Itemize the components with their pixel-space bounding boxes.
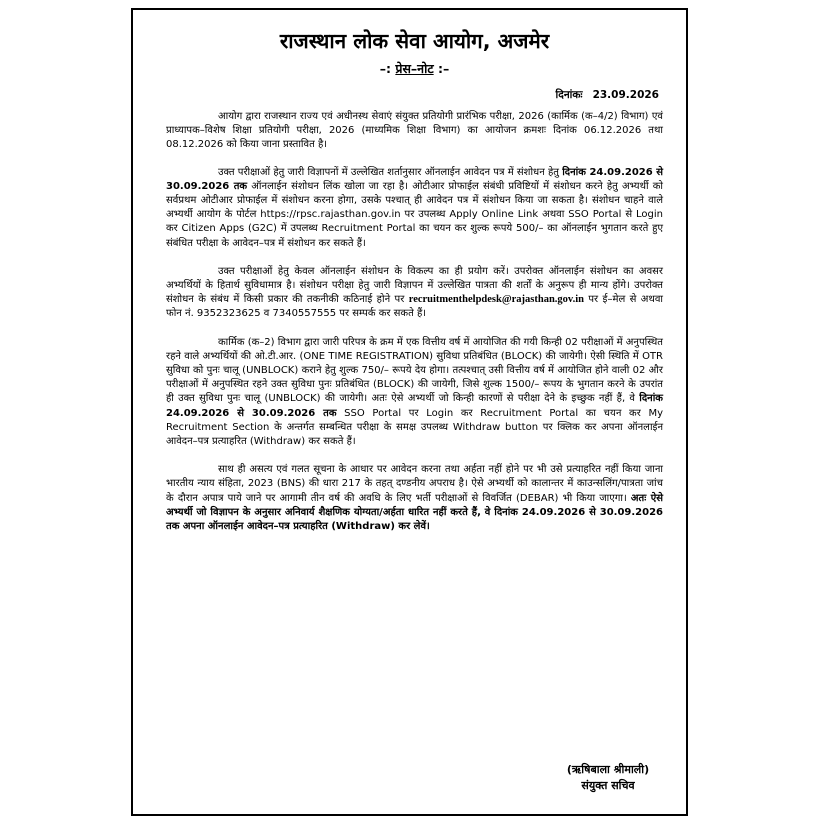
paragraph-5-text-a: साथ ही असत्य एवं गलत सूचना के आधार पर आवेदन करना तथा अर्हता नहीं होने पर भी उसे प्रत्याहरित नहीं किया जाना भारतीय न्याय संहिता, 2023 (BNS) की धारा 217 के तहत् दण्डनीय अपराध है। ऐसे अभ्यर्थी को कालान्तर में काउन्सलिंग/पात्रता जांच के दौरान अपात्र पाये जाने पर आगामी तीन वर्ष की अवधि के लिए भर्ती परीक्षाओं से विवर्जित (DEBAR) भी किया जाएगा। <box>166 464 663 504</box>
paragraph-5 <box>166 463 663 534</box>
date-line <box>166 88 663 102</box>
paragraph-4 <box>166 336 663 450</box>
paragraph-2-dates: दिनांक 24.09.2026 से 30.09.2026 तक <box>166 166 663 192</box>
signature-block <box>548 762 668 794</box>
date-value: 23.09.2026 <box>592 89 659 101</box>
press-note-heading <box>166 60 663 78</box>
page-title: राजस्थान लोक सेवा आयोग, अजमेर <box>279 29 550 53</box>
subtitle-right: :– <box>433 61 450 76</box>
subtitle-main: प्रेस–नोट <box>395 61 434 76</box>
signatory-name: (ऋषिबाला श्रीमाली) <box>566 763 650 776</box>
paragraph-3-text-b: पर ई–मेल से अथवा फोन नं. 9352323625 व 7340557555 पर सम्पर्क कर सकते हैं। <box>166 294 663 320</box>
paragraph-4-dates: दिनांक 24.09.2026 से 30.09.2026 तक <box>166 393 663 419</box>
subtitle-left: –: <box>379 61 396 76</box>
paragraph-5-bold: अतः ऐसे अभ्यर्थी जो विज्ञापन के अनुसार अनिवार्य शैक्षणिक योग्यता/अर्हता धारित नहीं करते हैं, वे दिनांक 24.09.2026 से 30.09.2026 तक अपना ऑनलाईन आवेदन–पत्र प्रत्याहरित (Withdraw) कर लेवें। <box>166 492 663 533</box>
paragraph-3 <box>166 265 663 322</box>
paragraph-1: आयोग द्वारा राजस्थान राज्य एवं अधीनस्थ सेवाएं संयुक्त प्रतियोगी प्रारंभिक परीक्षा, 2026 (कार्मिक (क–4/2) विभाग) एवं प्राध्यापक–विशेष शिक्षा प्रतियोगी परीक्षा, 2026 (माध्यमिक शिक्षा विभाग) का आयोजन क्रमशः दिनांक 06.12.2026 तथा 08.12.2026 को किया जाना प्रस्तावित है। <box>166 111 663 151</box>
press-note-body <box>166 22 663 534</box>
signatory-designation: संयुक्त सचिव <box>581 779 635 792</box>
date-label: दिनांकः <box>555 89 583 101</box>
paragraph-4-text-b: SSO Portal पर Login कर Recruitment Portal का चयन कर My Recruitment Section के अन्तर्गत सम्बन्धित परीक्षा के समक्ष उपलब्ध Withdraw button पर क्लिक कर अपना ऑनलाईन आवेदन–पत्र प्रत्याहरित (Withdraw) कर सकते हैं। <box>166 407 663 448</box>
paragraph-4-text-a: कार्मिक (क–2) विभाग द्वारा जारी परिपत्र के क्रम में एक वित्तीय वर्ष में आयोजित की गयी किन्ही 02 परीक्षाओं में अनुपस्थित रहने वाले अभ्यर्थियों की ओ.टी.आर. (ONE TIME REGISTRATION) सुविधा प्रतिबंधित (BLOCK) की जायेगी। ऐसी स्थिति में OTR सुविधा को पुनः चालू (UNBLOCK) कराने हेतु शुल्क 750/– रूपये देय होगा। तत्पश्चात् उसी वित्तीय वर्ष में आयोजित होने वाली 02 और परीक्षाओं में अनुपस्थित रहने उक्त सुविधा पुनः प्रतिबंधित (BLOCK) की जायेगी, जिसे शुल्क 1500/– रूपय के भुगतान करने के उपरांत ही उक्त सुविधा पुनः चालू (UNBLOCK) की जायेगी। अतः ऐसे अभ्यर्थी जो किन्ही कारणों से परीक्षा देने के इच्छुक नहीं हैं, वे <box>166 336 663 405</box>
paragraph-2-text-b: ऑनलाईन संशोधन लिंक खोला जा रहा है। ओटीआर प्रोफाईल संबंधी प्रविष्टियों में संशोधन करने हेतु अभ्यर्थी को सर्वप्रथम ओटीआर प्रोफाईल में संशोधन करना होगा, उसके पश्चात् ही आवेदन पत्र में संशोधन किया जा सकता है। संशोधन चाहने वाले अभ्यर्थी आयोग के पोर्टल https://rpsc.rajasthan.gov.in पर उपलब्ध Apply Online Link अथवा SSO Portal से Login कर Citizen Apps (G2C) में उपलब्ध Recruitment Portal का चयन कर शुल्क रूपये 500/– का ऑनलाईन भुगतान करते हुए संबंधित परीक्षा के आवेदन–पत्र में संशोधन कर सकते हैं। <box>166 180 664 249</box>
paragraph-3-text-a: उक्त परीक्षाओं हेतु केवल ऑनलाईन संशोधन के विकल्प का ही प्रयोग करें। उपरोक्त ऑनलाईन संशोधन का अवसर अभ्यर्थियों के हितार्थ सुविधामात्र है। संशोधन परीक्षा हेतु जारी विज्ञापन में उल्लेखित पात्रता की शर्तों के अनुरूप ही मान्य होंगे। उपरोक्त संशोधन के संबंध में किसी प्रकार की तकनीकी कठिनाई होने पर <box>166 265 663 306</box>
helpdesk-email: recruitmenthelpdesk@rajasthan.gov.in <box>408 294 584 306</box>
paragraph-2-text-a: उक्त परीक्षाओं हेतु जारी विज्ञापनों में उल्लेखित शर्तानुसार ऑनलाईन आवेदन पत्र में संशोधन हेतु <box>218 166 563 178</box>
paragraph-2 <box>166 166 663 251</box>
